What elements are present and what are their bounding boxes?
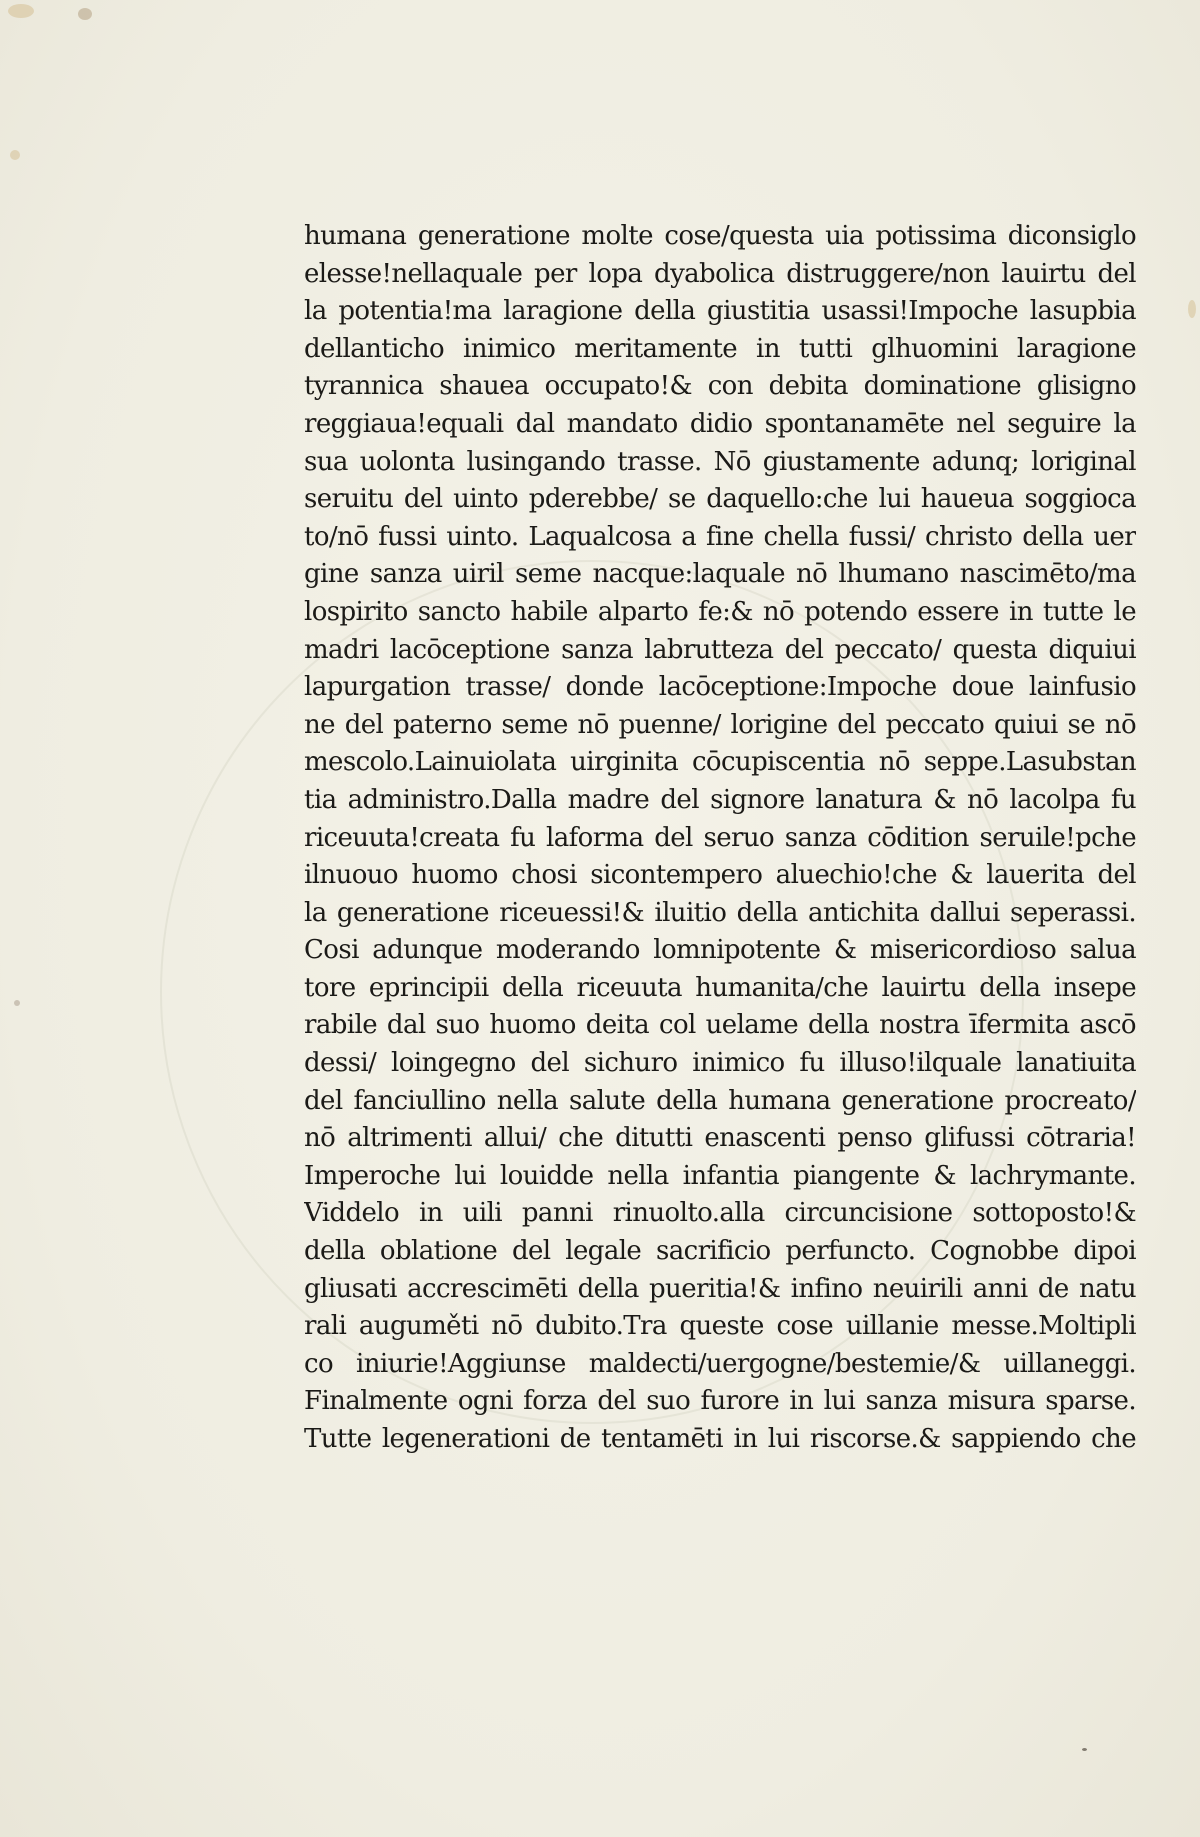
text-line: gine sanza uiril seme nacque:laquale nō lhumano nascimēto/ma — [304, 559, 1136, 590]
text-line: rali auguměti nō dubito.Tra queste cose uillanie messe.Moltipli — [304, 1311, 1136, 1342]
text-line: co iniurie!Aggiunse maldecti/uergogne/bestemie/& uillaneggi. — [304, 1348, 1136, 1379]
text-line: Tutte legenerationi de tentamēti in lui riscorse.& sappiendo che — [304, 1424, 1136, 1454]
text-line: ilnuouo huomo chosi sicontempero aluechio!che & lauerita del — [304, 860, 1136, 891]
paper-stain — [10, 150, 20, 160]
text-line: la generatione riceuessi!& iluitio della antichita dallui seperassi. — [304, 897, 1136, 928]
text-line: della oblatione del legale sacrificio perfuncto. Cognobbe dipoi — [304, 1236, 1136, 1267]
text-line: elesse!nellaquale per lopa dyabolica distruggere/non lauirtu del — [304, 258, 1136, 289]
text-line: ne del paterno seme nō puenne/ lorigine del peccato quiui se nō — [304, 709, 1136, 740]
paper-stain — [1188, 300, 1196, 318]
text-line: Imperoche lui louidde nella infantia piangente & lachrymante. — [304, 1160, 1136, 1191]
text-line: tore eprincipii della riceuuta humanita/che lauirtu della insepe — [304, 972, 1136, 1003]
text-block — [304, 218, 1136, 1459]
text-line: humana generatione molte cose/questa uia potissima diconsiglo — [304, 221, 1136, 251]
text-line: reggiaua!equali dal mandato didio spontanamēte nel seguire la — [304, 408, 1136, 439]
text-line: mescolo.Lainuiolata uirginita cōcupiscentia nō seppe.Lasubstan — [304, 747, 1136, 778]
text-line: gliusati accrescimēti della pueritia!& infino neuirili anni de natu — [304, 1273, 1136, 1304]
text-line: Viddelo in uili panni rinuolto.alla circuncisione sottoposto!& — [304, 1198, 1136, 1229]
text-line: nō altrimenti allui/ che ditutti enascenti penso glifussi cōtraria! — [304, 1123, 1136, 1154]
text-line: la potentia!ma laragione della giustitia usassi!Impoche lasupbia — [304, 296, 1136, 327]
text-line: madri lacōceptione sanza labrutteza del peccato/ questa diquiui — [304, 634, 1136, 665]
text-line: rabile dal suo huomo deita col uelame della nostra īfermita ascō — [304, 1010, 1136, 1041]
paper-stain — [1082, 1748, 1087, 1751]
text-line: dessi/ loingegno del sichuro inimico fu illuso!ilquale lanatiuita — [304, 1048, 1136, 1079]
text-line: to/nō fussi uinto. Laqualcosa a fine chella fussi/ christo della uer — [304, 521, 1136, 552]
text-line: sua uolonta lusingando trasse. Nō giustamente adunq; loriginal — [304, 446, 1136, 477]
text-line: lapurgation trasse/ donde lacōceptione:Impoche doue lainfusio — [304, 672, 1136, 703]
text-line: del fanciullino nella salute della humana generatione procreato/ — [304, 1085, 1136, 1116]
text-line: Finalmente ogni forza del suo furore in lui sanza misura sparse. — [304, 1386, 1136, 1417]
text-line: riceuuta!creata fu laforma del seruo sanza cōdition seruile!pche — [304, 822, 1136, 853]
text-line: tyrannica shauea occupato!& con debita dominatione glisigno — [304, 371, 1136, 402]
text-line: seruitu del uinto pderebbe/ se daquello:che lui haueua soggioca — [304, 484, 1136, 515]
text-line: dellanticho inimico meritamente in tutti glhuomini laragione — [304, 333, 1136, 364]
text-line: Cosi adunque moderando lomnipotente & misericordioso salua — [304, 935, 1136, 966]
paper-stain — [78, 8, 92, 20]
text-line: tia administro.Dalla madre del signore lanatura & nō lacolpa fu — [304, 784, 1136, 815]
paper-stain — [14, 1000, 20, 1006]
paper-stain — [8, 4, 34, 18]
text-line: lospirito sancto habile alparto fe:& nō potendo essere in tutte le — [304, 596, 1136, 627]
